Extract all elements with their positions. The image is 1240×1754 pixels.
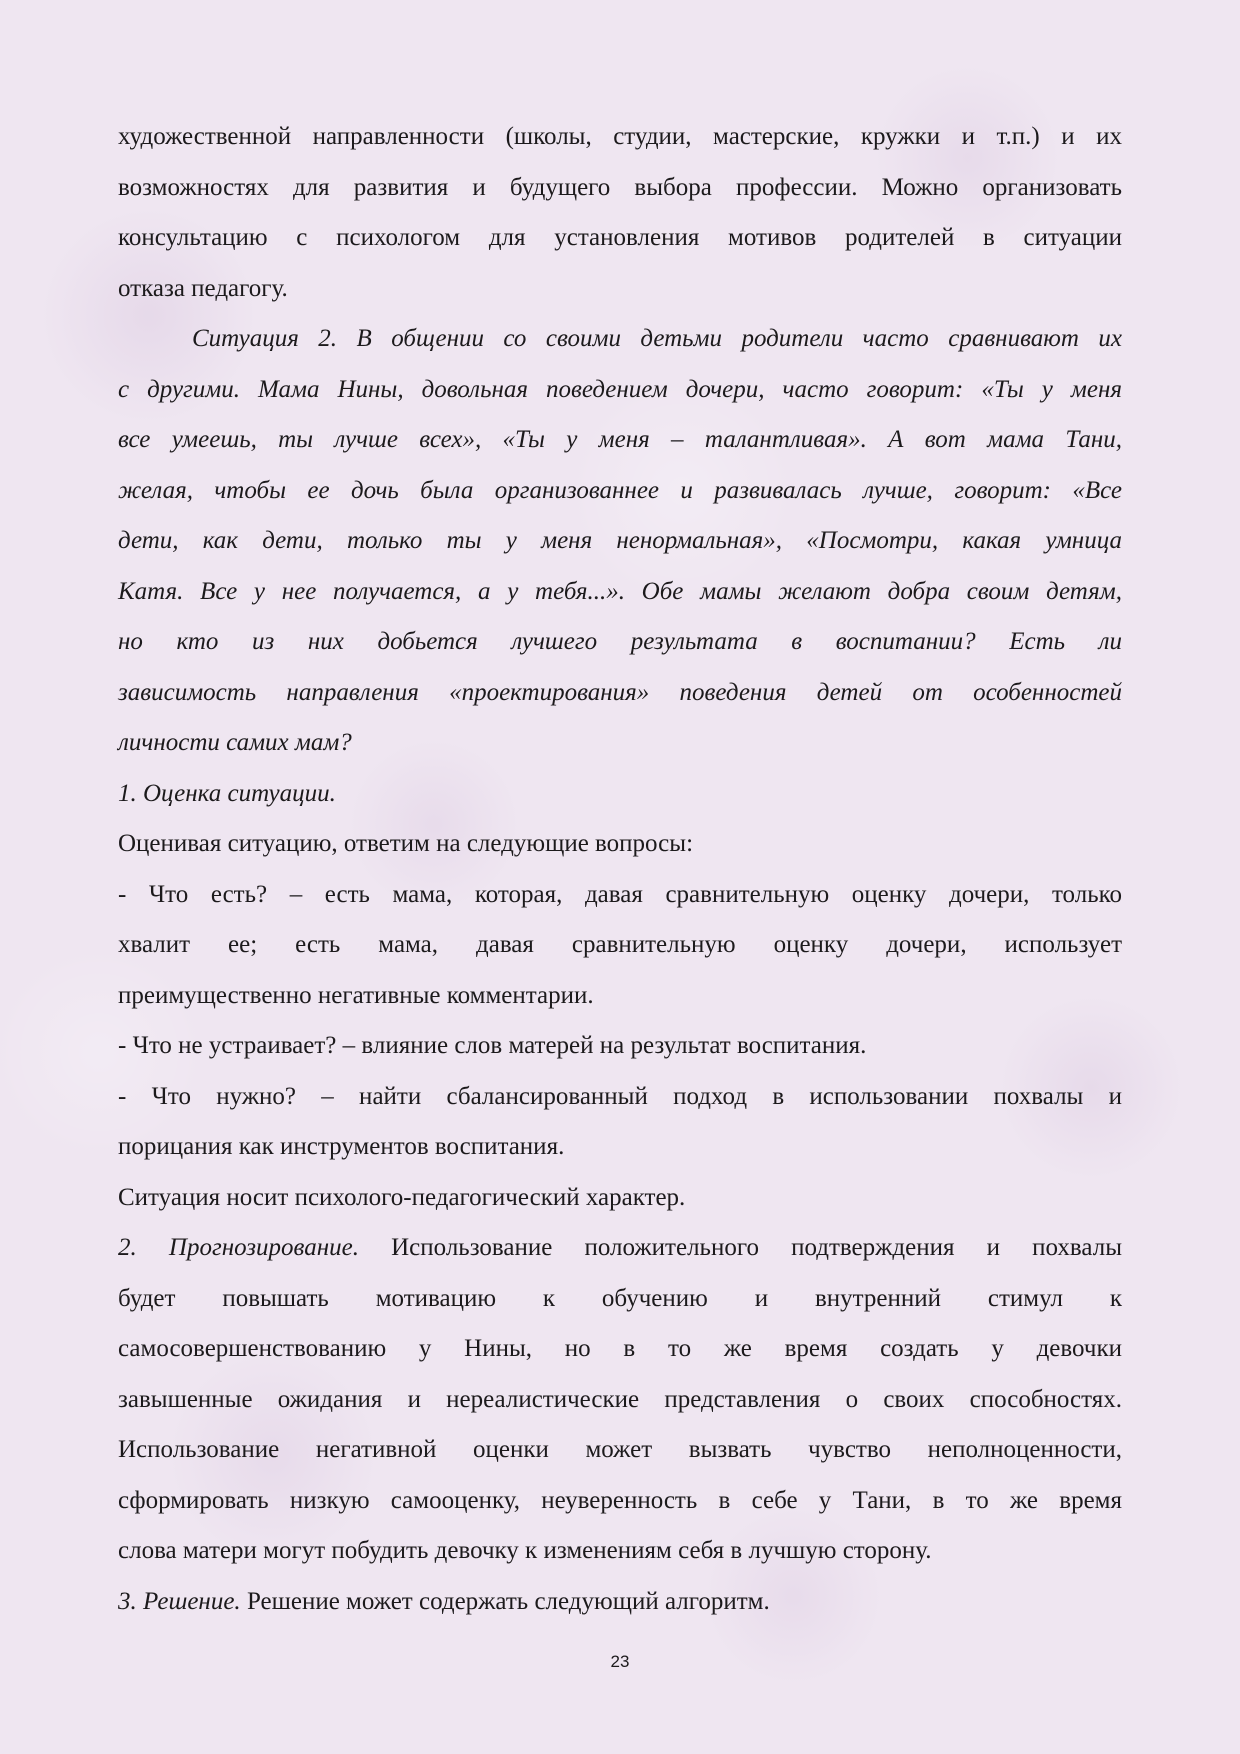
text-line: слова матери могут побудить девочку к изменениям себя в лучшую сторону.	[118, 1537, 932, 1564]
list-item-line: - Что нужно? – найти сбалансированный подход в использовании похвалы и	[118, 1082, 1122, 1110]
forecast-paragraph-line	[118, 1223, 1122, 1274]
text-line: Оценивая ситуацию, ответим на следующие вопросы:	[118, 830, 694, 857]
situation-text-line: все умеешь, ты лучше всех», «Ты у меня – талантливая». А вот мама Тани,	[118, 426, 1122, 453]
text-line: Ситуация носит психолого-педагогический характер.	[118, 1183, 686, 1211]
text-line: сформировать низкую самооценку, неуверенность в себе у Тани, в то же время	[118, 1486, 1122, 1514]
situation-text-line: Катя. Все у нее получается, а у тебя...». Обе мамы желают добра своим детям,	[118, 577, 1122, 605]
situation-2-heading-line: Ситуация 2. В общении со своими детьми родители часто сравнивают их	[192, 325, 1122, 352]
situation-text-line: желая, чтобы ее дочь была организованнее и развивалась лучше, говорит: «Все	[118, 476, 1122, 504]
text-line: художественной направленности (школы, студии, мастерские, кружки и т.п.) и их	[118, 123, 1122, 150]
solution-text: Решение может содержать следующий алгоритм.	[240, 1587, 770, 1615]
forecast-text: Использование положительного подтверждения и похвалы	[358, 1234, 1122, 1261]
page-number: 23	[610, 1652, 630, 1671]
text-line: отказа педагогу.	[118, 274, 288, 302]
solution-paragraph-line	[118, 1577, 1122, 1628]
situation-text-line: зависимость направления «проектирования» поведения детей от особенностей	[118, 678, 1122, 706]
situation-text-line: личности самих мам?	[118, 729, 352, 756]
section-heading-assessment: 1. Оценка ситуации.	[118, 779, 336, 807]
section-heading-solution: 3. Решение.	[118, 1587, 241, 1615]
text-line: самосовершенствованию у Нины, но в то же время создать у девочки	[118, 1335, 1122, 1362]
list-item-line: порицания как инструментов воспитания.	[118, 1133, 565, 1160]
text-line: консультацию с психологом для установления мотивов родителей в ситуации	[118, 224, 1122, 251]
situation-text-line: но кто из них добьется лучшего результата в воспитании? Есть ли	[118, 628, 1122, 655]
text-line: будет повышать мотивацию к обучению и внутренний стимул к	[118, 1284, 1122, 1312]
text-line: Использование негативной оценки может вызвать чувство неполноценности,	[118, 1436, 1122, 1463]
list-item-line: хвалит ее; есть мама, давая сравнительную оценку дочери, использует	[118, 931, 1122, 958]
list-item-line: преимущественно негативные комментарии.	[118, 981, 594, 1009]
section-heading-forecast: 2. Прогнозирование.	[118, 1234, 359, 1261]
document-page	[118, 112, 1122, 1627]
list-item-line: - Что есть? – есть мама, которая, давая сравнительную оценку дочери, только	[118, 880, 1122, 908]
text-line: возможностях для развития и будущего выбора профессии. Можно организовать	[118, 173, 1122, 201]
list-item-line: - Что не устраивает? – влияние слов матерей на результат воспитания.	[118, 1032, 867, 1059]
text-line: завышенные ожидания и нереалистические представления о своих способностях.	[118, 1385, 1122, 1413]
situation-text-line: с другими. Мама Нины, довольная поведением дочери, часто говорит: «Ты у меня	[118, 375, 1122, 403]
situation-text-line: дети, как дети, только ты у меня ненормальная», «Посмотри, какая умница	[118, 527, 1122, 554]
